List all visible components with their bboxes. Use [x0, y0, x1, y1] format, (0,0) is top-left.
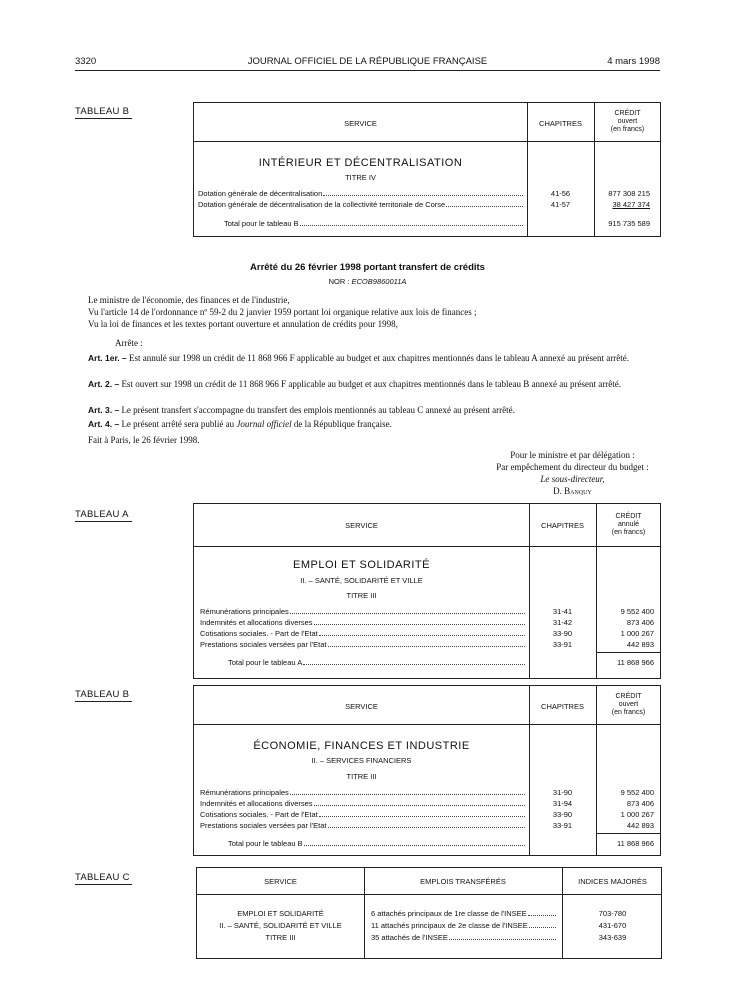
titre: TITRE III: [346, 772, 377, 781]
table-b2: [193, 685, 661, 856]
chapitre: 33-91: [552, 821, 573, 830]
table-a: [193, 503, 661, 679]
col-chapitres: CHAPITRES: [541, 702, 584, 711]
done-at: Fait à Paris, le 26 février 1998.: [88, 435, 200, 445]
table-a-label: TABLEAU A: [75, 509, 132, 522]
signature-line: Le sous-directeur,: [540, 474, 605, 484]
service-line: II. – SANTÉ, SOLIDARITÉ ET VILLE: [219, 921, 342, 930]
col-credit: CRÉDIT ouvert (en francs): [611, 693, 646, 716]
total-value: 11 868 966: [617, 839, 654, 848]
intro-line: Le ministre de l'économie, des finances et de l'industrie,: [88, 295, 290, 305]
col-credit: CRÉDIT annulé (en francs): [611, 513, 646, 536]
table-row: Prestations sociales versées par l'Etat: [200, 640, 526, 649]
credit-value: 1 000 267: [620, 810, 654, 819]
article-3: Art. 3. – Le présent transfert s'accompagne du transfert des emplois mentionnés au tableau C annexé au présent arrêté.: [88, 405, 515, 415]
page-number: 3320: [75, 56, 97, 67]
total-row: Total pour le tableau B: [228, 839, 526, 848]
chapitre: 31-94: [552, 799, 573, 808]
table-row: Dotation générale de décentralisation: [198, 189, 524, 198]
total-value: 915 735 589: [608, 219, 650, 228]
service-line: TITRE III: [265, 933, 296, 942]
chapitre: 33-91: [552, 640, 573, 649]
table-row: Prestations sociales versées par l'Etat: [200, 821, 526, 830]
credit-value: 1 000 267: [620, 629, 654, 638]
chapitre: 33-90: [552, 629, 573, 638]
col-credit: CRÉDIT ouvert (en francs): [610, 110, 645, 133]
table-row: Dotation générale de décentralisation de la collectivité territoriale de Corse: [198, 200, 524, 209]
issue-date: 4 mars 1998: [607, 56, 660, 67]
article-1: Art. 1er. – Est annulé sur 1998 un crédit de 11 868 966 F applicable au budget et aux chapitres mentionnés dans le tableau A annexé au présent arrêté.: [88, 353, 630, 363]
total-row: Total pour le tableau B: [224, 219, 524, 228]
nor-reference: NOR : ECOB9860011A: [328, 277, 407, 286]
total-row: Total pour le tableau A: [228, 658, 526, 667]
intro-line: Vu la loi de finances et les textes portant ouverture et annulation de crédits pour 1998,: [88, 319, 398, 329]
credit-value: 877 308 215: [608, 189, 650, 198]
col-service: SERVICE: [345, 521, 378, 530]
total-value: 11 868 966: [617, 658, 654, 667]
ministry-title: INTÉRIEUR ET DÉCENTRALISATION: [258, 157, 463, 169]
table-row: Rémunérations principales: [200, 607, 526, 616]
col-service: SERVICE: [344, 119, 377, 128]
credit-value: 38 427 374: [612, 200, 650, 209]
article-4: Art. 4. – Le présent arrêté sera publié au Journal officiel de la République française.: [88, 419, 392, 429]
table-row: Indemnités et allocations diverses: [200, 799, 526, 808]
table-row: 35 attachés de l'INSEE: [371, 933, 557, 942]
signature-line: Par empêchement du directeur du budget :: [496, 462, 649, 472]
indices-value: 703-780: [598, 909, 627, 918]
credit-value: 873 406: [626, 799, 654, 808]
arrete-word: Arrête :: [115, 338, 143, 348]
table-row: Indemnités et allocations diverses: [200, 618, 526, 627]
indices-value: 343-639: [598, 933, 627, 942]
table-c: [196, 867, 662, 959]
table-row: Cotisations sociales. - Part de l'Etat: [200, 810, 526, 819]
table-b2-label: TABLEAU B: [75, 689, 132, 702]
table-row: 6 attachés principaux de 1re classe de l'INSEE: [371, 909, 557, 918]
section: II. – SERVICES FINANCIERS: [311, 756, 412, 765]
service-line: EMPLOI ET SOLIDARITÉ: [237, 909, 324, 918]
ministry-title: ÉCONOMIE, FINANCES ET INDUSTRIE: [253, 740, 470, 752]
ministry-title: EMPLOI ET SOLIDARITÉ: [293, 559, 430, 571]
table-b1-label: TABLEAU B: [75, 106, 132, 119]
chapitre: 41-57: [550, 200, 571, 209]
titre: TITRE III: [346, 591, 377, 600]
table-c-label: TABLEAU C: [75, 872, 132, 885]
journal-title: JOURNAL OFFICIEL DE LA RÉPUBLIQUE FRANÇAISE: [247, 56, 488, 67]
col-indices: INDICES MAJORÉS: [578, 877, 647, 886]
credit-value: 9 552 400: [620, 788, 654, 797]
chapitre: 31-41: [552, 607, 573, 616]
credit-value: 873 406: [626, 618, 654, 627]
arrete-title: Arrêté du 26 février 1998 portant transfert de crédits: [250, 262, 485, 273]
article-2: Art. 2. – Est ouvert sur 1998 un crédit de 11 868 966 F applicable au budget et aux chapitres mentionnés dans le tableau B annexé au présent arrêté.: [88, 379, 621, 389]
col-service: SERVICE: [345, 702, 378, 711]
chapitre: 31-42: [552, 618, 573, 627]
page-header: [75, 56, 660, 71]
intro-line: Vu l'article 14 de l'ordonnance nº 59-2 du 2 janvier 1959 portant loi organique relative aux lois de finances ;: [88, 307, 477, 317]
col-chapitres: CHAPITRES: [539, 119, 582, 128]
credit-value: 442 893: [626, 640, 654, 649]
credit-value: 9 552 400: [620, 607, 654, 616]
signature-line: Pour le ministre et par délégation :: [510, 450, 635, 460]
chapitre: 33-90: [552, 810, 573, 819]
table-row: Rémunérations principales: [200, 788, 526, 797]
col-emplois: EMPLOIS TRANSFÉRÉS: [420, 877, 506, 886]
col-chapitres: CHAPITRES: [541, 521, 584, 530]
table-row: 11 attachés principaux de 2e classe de l'INSEE: [371, 921, 557, 930]
credit-value: 442 893: [626, 821, 654, 830]
table-row: Cotisations sociales. - Part de l'Etat: [200, 629, 526, 638]
col-service: SERVICE: [264, 877, 297, 886]
table-b1: [193, 102, 661, 237]
chapitre: 31-90: [552, 788, 573, 797]
chapitre: 41-56: [550, 189, 571, 198]
indices-value: 431-670: [598, 921, 627, 930]
titre: TITRE IV: [345, 173, 376, 182]
section: II. – SANTÉ, SOLIDARITÉ ET VILLE: [300, 576, 423, 585]
signature-name: D. Banquy: [553, 486, 592, 496]
